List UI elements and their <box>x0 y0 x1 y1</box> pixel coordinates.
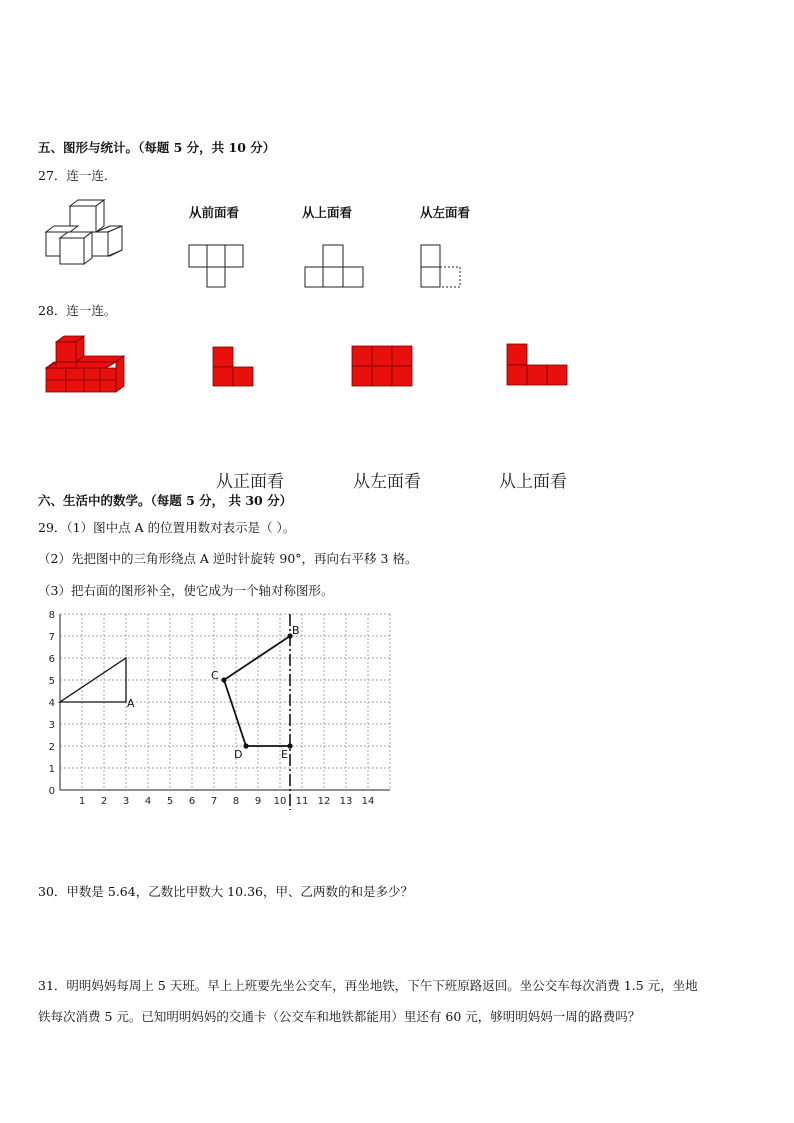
y-tick-label: 5 <box>48 676 55 687</box>
q28-prompt: 28．连一连。 <box>38 303 117 318</box>
y-tick-label: 0 <box>48 786 55 797</box>
q28-view-label-top: 从上面看 <box>499 472 567 492</box>
q27-view-left-shape <box>418 242 464 290</box>
y-tick-label: 6 <box>48 654 55 665</box>
x-tick-label: 11 <box>295 796 309 807</box>
y-tick-label: 1 <box>48 764 55 775</box>
point-label-d: D <box>234 748 243 761</box>
q30-text: 30．甲数是 5.64，乙数比甲数大 10.36，甲、乙两数的和是多少？ <box>38 884 413 899</box>
x-tick-label: 2 <box>100 796 108 807</box>
y-tick-label: 4 <box>48 698 55 709</box>
x-tick-label: 4 <box>144 796 152 807</box>
q29-line2: （2）先把图中的三角形绕点 A 逆时针旋转 90°，再向右平移 3 格。 <box>38 551 418 566</box>
q27-view-top-shape <box>302 242 368 290</box>
q27-prompt: 27．连一连． <box>38 168 117 183</box>
q28-view-label-front: 从正面看 <box>216 472 284 492</box>
q28-red-cube-figure <box>44 332 128 396</box>
x-tick-label: 7 <box>210 796 218 807</box>
q31-line1: 31．明明妈妈每周上 5 天班。早上上班要先坐公交车，再坐地铁，下午下班原路返回。坐公交车每次消费 1.5 元，坐地 <box>38 978 698 993</box>
q27-solid-figure <box>40 198 130 268</box>
point-label-a: A <box>127 697 135 710</box>
x-tick-label: 10 <box>273 796 287 807</box>
section5-heading: 五、图形与统计。（每题 5 分，共 10 分） <box>38 140 276 155</box>
x-tick-label: 9 <box>254 796 262 807</box>
x-tick-labels <box>79 796 375 807</box>
y-tick-labels <box>49 610 55 797</box>
section6-heading: 六、生活中的数学。（每题 5 分， 共 30 分） <box>38 493 293 508</box>
x-tick-label: 6 <box>188 796 196 807</box>
point-label-e: E <box>281 748 288 761</box>
q27-view-front-shape <box>186 242 248 290</box>
point-label-b: B <box>292 624 300 637</box>
x-tick-label: 14 <box>361 796 375 807</box>
q28-view-c-shape <box>506 343 570 387</box>
q28-view-b-shape <box>351 345 413 387</box>
q27-view-label-left: 从左面看 <box>420 205 471 220</box>
q28-view-label-left: 从左面看 <box>353 472 421 492</box>
q27-view-label-front: 从前面看 <box>189 205 240 220</box>
point-d <box>243 743 248 748</box>
q29-coordinate-grid <box>36 606 396 812</box>
point-label-c: C <box>211 669 219 682</box>
x-tick-label: 8 <box>232 796 240 807</box>
x-tick-label: 12 <box>317 796 331 807</box>
x-tick-label: 13 <box>339 796 353 807</box>
point-e <box>287 743 292 748</box>
x-tick-label: 1 <box>78 796 86 807</box>
x-tick-label: 3 <box>122 796 130 807</box>
q29-line1: 29．（1）图中点 A 的位置用数对表示是（ ）。 <box>38 520 296 535</box>
point-c <box>221 677 226 682</box>
y-tick-label: 3 <box>48 720 55 731</box>
q31-line2: 铁每次消费 5 元。已知明明妈妈的交通卡（公交车和地铁都能用）里还有 60 元，够明明妈妈一周的路费吗？ <box>38 1009 641 1024</box>
x-tick-label: 5 <box>166 796 174 807</box>
q27-view-label-top: 从上面看 <box>302 205 353 220</box>
q28-view-a-shape <box>212 346 256 388</box>
q29-line3: （3）把右面的图形补全，使它成为一个轴对称图形。 <box>38 583 334 598</box>
y-tick-label: 2 <box>48 742 55 753</box>
y-tick-label: 7 <box>48 632 55 643</box>
y-tick-label: 8 <box>48 610 55 621</box>
